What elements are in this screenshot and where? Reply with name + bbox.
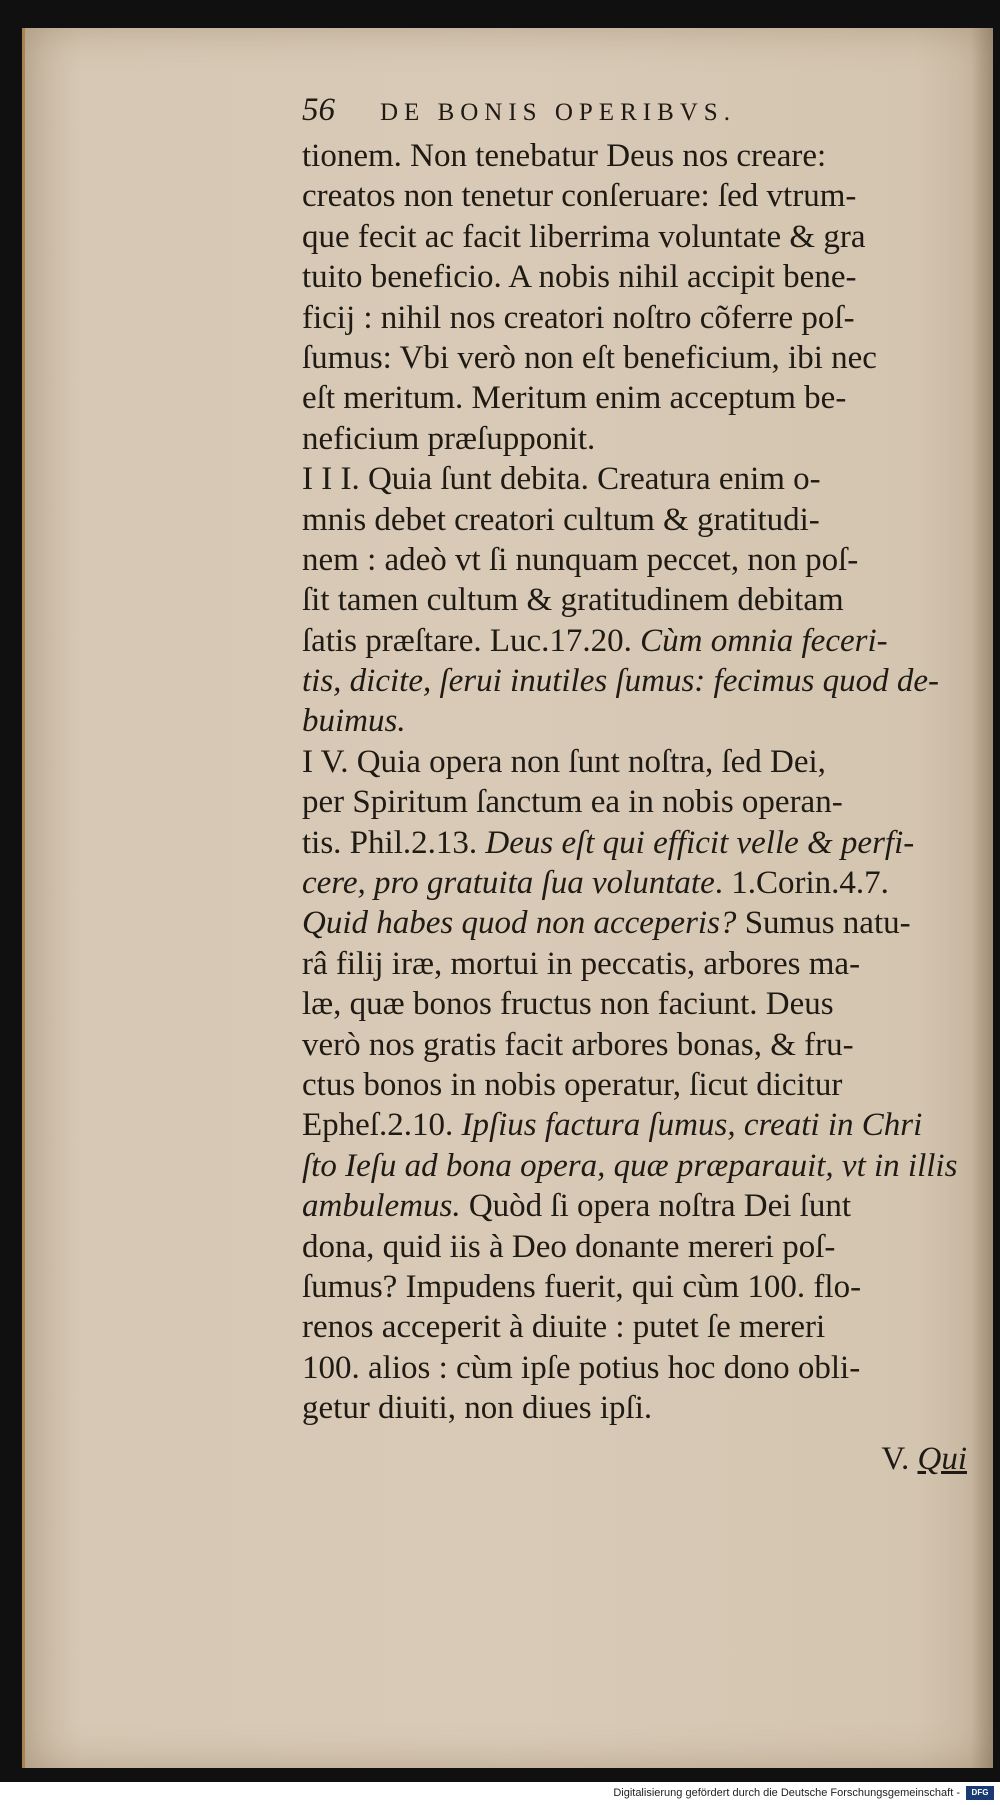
line-roman: tuito beneficio. A nobis nihil accipit bene-	[302, 259, 857, 296]
line-roman: per Spiritum ſanctum ea in nobis operan-	[302, 784, 843, 821]
line-roman: que fecit ac facit liberrima voluntate & gra	[302, 218, 866, 255]
line-italic: Quid habes quod non acceperis?	[302, 905, 737, 942]
line-roman: râ filij iræ, mortui in peccatis, arbores ma-	[302, 945, 861, 982]
line-roman: mnis debet creatori cultum & gratitudi-	[302, 501, 820, 538]
line-tail: Sumus natu-	[736, 905, 911, 942]
line-italic: cere, pro gratuita ſua voluntate	[302, 865, 715, 902]
line-roman: ctus bonos in nobis operatur, ſicut dicitur	[302, 1066, 843, 1103]
text-line	[302, 298, 967, 338]
line-roman: creatos non tenetur conſeruare: ſed vtrum-	[302, 178, 857, 215]
text-line	[302, 823, 967, 863]
text-line	[302, 661, 967, 701]
text-line	[302, 701, 967, 741]
line-roman: ſit tamen cultum & gratitudinem debitam	[302, 582, 844, 619]
line-roman: verò nos gratis facit arbores bonas, & fru-	[302, 1026, 854, 1063]
line-roman: 100. alios : cùm ipſe potius hoc dono obli-	[302, 1349, 861, 1386]
text-line	[302, 580, 967, 620]
text-line	[302, 419, 967, 459]
text-line	[302, 136, 967, 176]
line-roman: ſumus? Impudens fuerit, qui cùm 100. flo-	[302, 1268, 862, 1305]
line-roman: tis. Phil.2.13.	[302, 824, 486, 861]
line-roman: ſumus: Vbi verò non eſt beneficium, ibi nec	[302, 339, 877, 376]
line-tail: . 1.Corin.4.7.	[714, 865, 889, 902]
line-italic: buimus.	[302, 703, 406, 740]
catchword-roman: V.	[881, 1440, 918, 1477]
line-roman: ficij : nihil nos creatori noſtro cõferre poſ-	[302, 299, 855, 336]
text-line	[302, 500, 967, 540]
text-line	[302, 742, 967, 782]
line-roman: dona, quid iis à Deo donante mereri poſ-	[302, 1228, 836, 1265]
text-line	[302, 257, 967, 297]
line-italic: Ipſius factura ſumus, creati in Chri	[461, 1107, 923, 1144]
line-roman: læ, quæ bonos fructus non faciunt. Deus	[302, 986, 834, 1023]
page-content	[302, 90, 967, 1479]
text-line	[302, 1065, 967, 1105]
text-line	[302, 1267, 967, 1307]
line-roman: eſt meritum. Meritum enim acceptum be-	[302, 380, 847, 417]
line-roman: tionem. Non tenebatur Deus nos creare:	[302, 138, 827, 174]
text-block	[302, 136, 967, 1429]
line-roman: I I I. Quia ſunt debita. Creatura enim o-	[302, 461, 821, 498]
text-line	[302, 621, 967, 661]
dfg-logo-icon: DFG	[966, 1786, 994, 1800]
text-line	[302, 782, 967, 822]
line-italic: ſto Ieſu ad bona opera, quæ præparauit, vt in illis	[302, 1147, 958, 1184]
page-number: 56	[302, 92, 335, 128]
line-tail: Quòd ſi opera noſtra Dei ſunt	[460, 1188, 851, 1225]
text-line	[302, 1227, 967, 1267]
text-line	[302, 984, 967, 1024]
line-italic: Cùm omnia feceri-	[640, 622, 888, 659]
text-line	[302, 176, 967, 216]
text-line	[302, 1348, 967, 1388]
line-italic: ambulemus.	[302, 1188, 461, 1225]
text-line	[302, 378, 967, 418]
text-line	[302, 540, 967, 580]
text-line	[302, 1025, 967, 1065]
footer-credit: Digitalisierung gefördert durch die Deutsche Forschungsgemeinschaft -	[613, 1787, 960, 1799]
page-header	[302, 90, 967, 130]
text-line	[302, 1388, 967, 1428]
text-line	[302, 863, 967, 903]
line-roman: neficium præſupponit.	[302, 420, 596, 457]
catchword-italic: Qui	[917, 1440, 967, 1477]
text-line	[302, 903, 967, 943]
line-italic: Deus eſt qui efficit velle & perfi-	[485, 824, 915, 861]
catchword	[302, 1439, 967, 1479]
text-line	[302, 1307, 967, 1347]
text-line	[302, 1186, 967, 1226]
line-roman: ſatis præſtare. Luc.17.20.	[302, 622, 641, 659]
digitization-footer	[0, 1782, 1000, 1805]
text-line	[302, 217, 967, 257]
line-roman: Epheſ.2.10.	[302, 1107, 462, 1144]
line-roman: nem : adeò vt ſi nunquam peccet, non poſ-	[302, 541, 859, 578]
line-roman: renos acceperit à diuite : putet ſe mereri	[302, 1309, 826, 1346]
page-edge-shadow	[971, 28, 993, 1768]
text-line	[302, 1105, 967, 1145]
running-title: DE BONIS OPERIBVS.	[380, 99, 736, 126]
text-line	[302, 1146, 967, 1186]
text-line	[302, 338, 967, 378]
line-roman: getur diuiti, non diues ipſi.	[302, 1390, 653, 1427]
text-line	[302, 944, 967, 984]
text-line	[302, 459, 967, 499]
line-roman: I V. Quia opera non ſunt noſtra, ſed Dei,	[302, 743, 826, 780]
line-italic: tis, dicite, ſerui inutiles ſumus: fecimus quod de-	[302, 663, 939, 700]
